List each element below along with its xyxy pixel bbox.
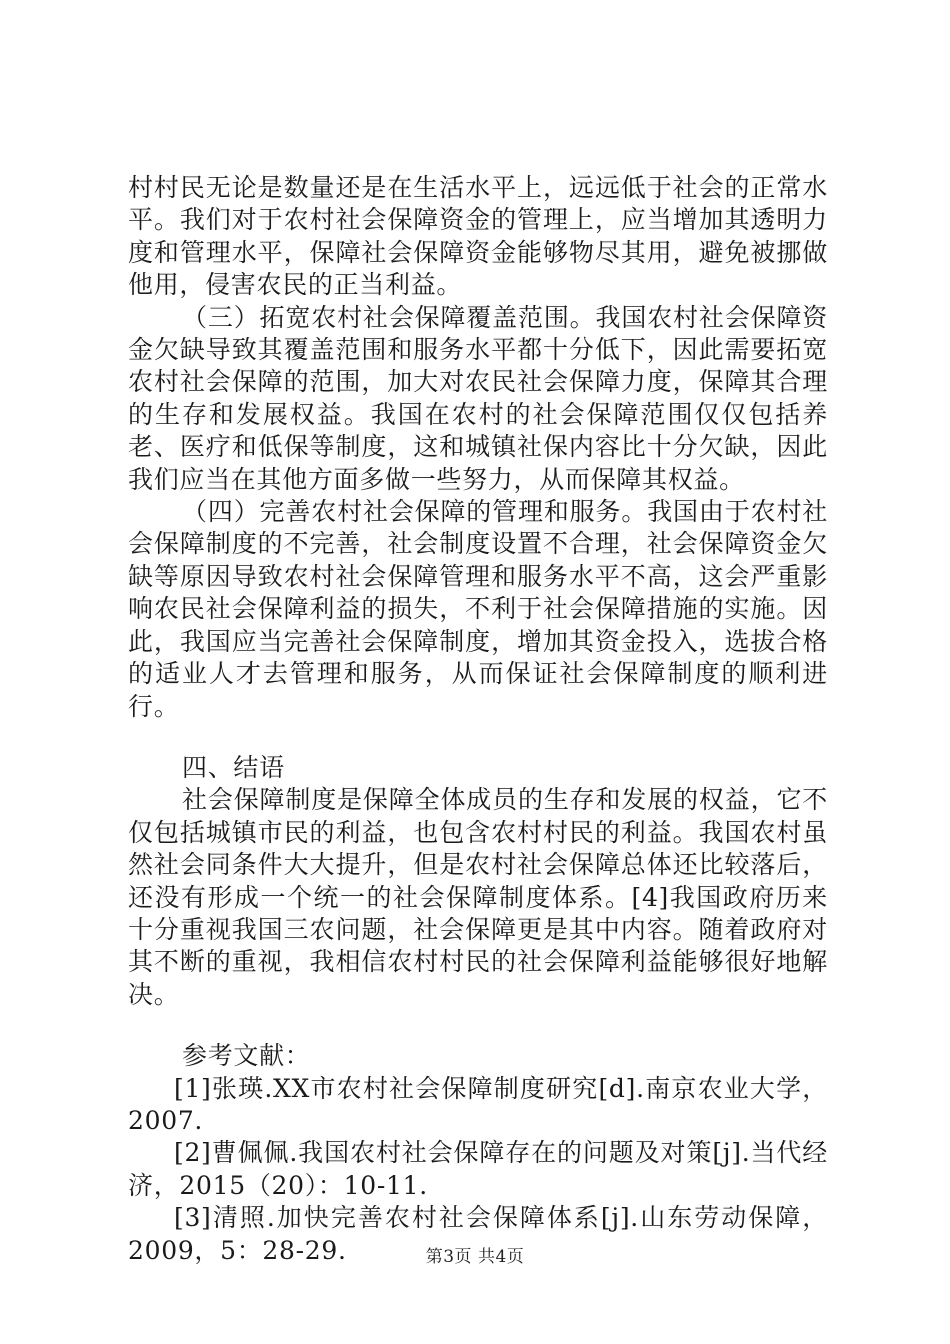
page-number-footer: 第3页 共4页: [425, 1247, 525, 1267]
section-spacer: [128, 723, 828, 752]
reference-item: [1]张瑛.XX市农村社会保障制度研究[d].南京农业大学，2007.: [128, 1073, 828, 1135]
paragraph-section-four: （四）完善农村社会保障的管理和服务。我国由于农村社会保障制度的不完善，社会制度设置不合理，社会保障资金欠缺等原因导致农村社会保障管理和服务水平不高，这会严重影响农民社会保障利益的损失，不利于社会保障措施的实施。因此，我国应当完善社会保障制度，增加其资金投入，选拔合格的适业人才去管理和服务，从而保证社会保障制度的顺利进行。: [128, 497, 828, 721]
reference-item: [3]清照.加快完善农村社会保障体系[j].山东劳动保障，2009，5：28-29.: [128, 1203, 828, 1265]
paragraph-section-three: （三）拓宽农村社会保障覆盖范围。我国农村社会保障资金欠缺导致其覆盖范围和服务水平都十分低下，因此需要拓宽农村社会保障的范围，加大对农民社会保障力度，保障其合理的生存和发展权益。我国在农村的社会保障范围仅仅包括养老、医疗和低保等制度，这和城镇社保内容比十分欠缺，因此我们应当在其他方面多做一些努力，从而保障其权益。: [128, 302, 828, 494]
reference-item: [2]曹佩佩.我国农村社会保障存在的问题及对策[j].当代经济，2015（20）：10-11.: [128, 1138, 828, 1200]
conclusion-heading: 四、结语: [182, 752, 285, 782]
document-body: [128, 172, 828, 1267]
section-spacer: [128, 1011, 828, 1040]
references-heading: 参考文献：: [182, 1041, 311, 1071]
paragraph-continuation: 村村民无论是数量还是在生活水平上，远远低于社会的正常水平。我们对于农村社会保障资金的管理上，应当增加其透明力度和管理水平，保障社会保障资金能够物尽其用，避免被挪做他用，侵害农民的正当利益。: [128, 173, 828, 300]
conclusion-paragraph: 社会保障制度是保障全体成员的生存和发展的权益，它不仅包括城镇市民的利益，也包含农村村民的利益。我国农村虽然社会同条件大大提升，但是农村社会保障总体还比较落后，还没有形成一个统一的社会保障制度体系。[4]我国政府历来十分重视我国三农问题，社会保障更是其中内容。随着政府对其不断的重视，我相信农村村民的社会保障利益能够很好地解决。: [128, 785, 828, 1009]
